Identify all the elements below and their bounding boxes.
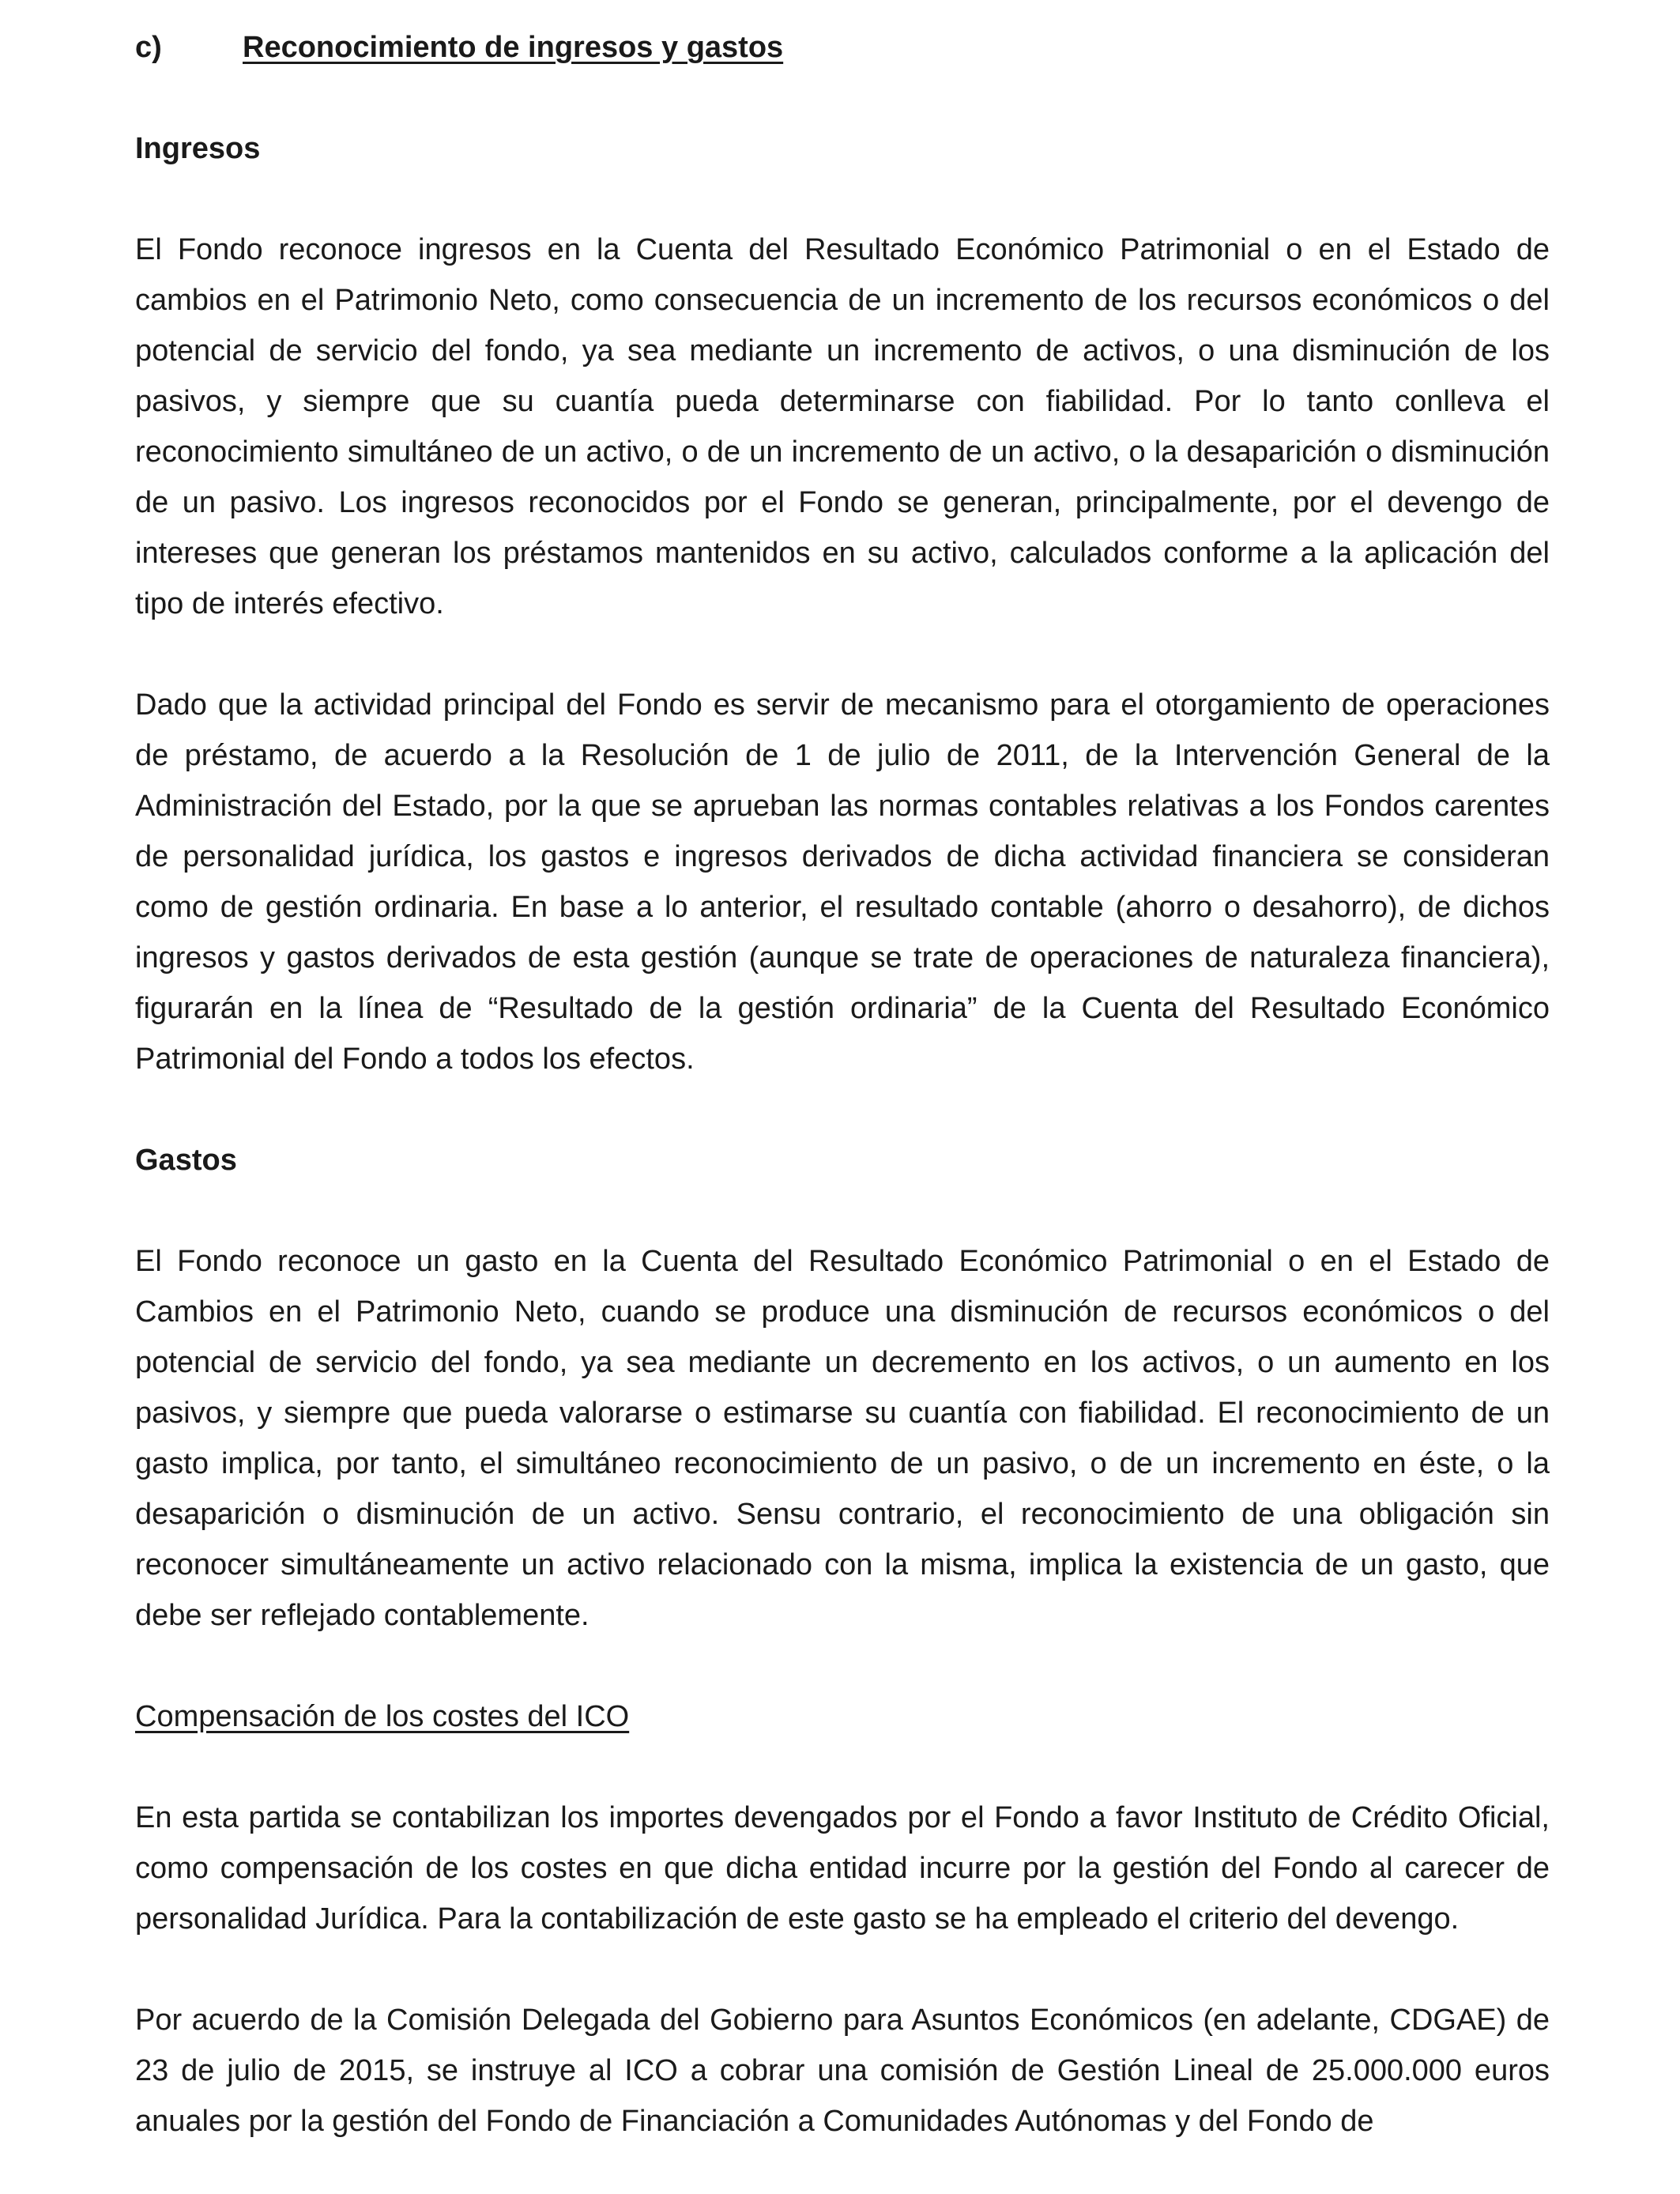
compensacion-paragraph: Por acuerdo de la Comisión Delegada del Gobierno para Asuntos Económicos (en adelante, CDGAE) de 23 de julio de 2015, se instruye al ICO a cobrar una comisión de Gestión Lineal de 25.000.000 euros anuales por la gestión del Fondo de Financiación a Comunidades Autónomas y del Fondo de [135,2004,1550,2138]
section-letter: c) [135,31,162,64]
ingresos-paragraph: Dado que la actividad principal del Fondo es servir de mecanismo para el otorgamiento de operaciones de préstamo, de acuerdo a la Resolución de 1 de julio de 2011, de la Intervención General de la Administración del Estado, por la que se aprueban las normas contables relativas a los Fondos carentes de personalidad jurídica, los gastos e ingresos derivados de dicha actividad financiera se consideran como de gestión ordinaria. En base a lo anterior, el resultado contable (ahorro o desahorro), de dichos ingresos y gastos derivados de esta gestión (aunque se trate de operaciones de naturaleza financiera), figurarán en la línea de “Resultado de la gestión ordinaria” de la Cuenta del Resultado Económico Patrimonial del Fondo a todos los efectos. [135,688,1550,1076]
section-title: Reconocimiento de ingresos y gastos [243,31,784,64]
ingresos-paragraph: El Fondo reconoce ingresos en la Cuenta del Resultado Económico Patrimonial o en el Estado de cambios en el Patrimonio Neto, como consecuencia de un incremento de los recursos económicos o del potencial de servicio del fondo, ya sea mediante un incremento de activos, o una disminución de los pasivos, y siempre que su cuantía pueda determinarse con fiabilidad. Por lo tanto conlleva el reconocimiento simultáneo de un activo, o de un incremento de un activo, o la desaparición o disminución de un pasivo. Los ingresos reconocidos por el Fondo se generan, principalmente, por el devengo de intereses que generan los préstamos mantenidos en su activo, calculados conforme a la aplicación del tipo de interés efectivo. [135,233,1550,620]
gastos-paragraph: El Fondo reconoce un gasto en la Cuenta del Resultado Económico Patrimonial o en el Estado de Cambios en el Patrimonio Neto, cuando se produce una disminución de recursos económicos o del potencial de servicio del fondo, ya sea mediante un decremento en los activos, o un aumento en los pasivos, y siempre que pueda valorarse o estimarse su cuantía con fiabilidad. El reconocimiento de un gasto implica, por tanto, el simultáneo reconocimiento de un pasivo, o de un incremento en éste, o la desaparición o disminución de un activo. Sensu contrario, el reconocimiento de una obligación sin reconocer simultáneamente un activo relacionado con la misma, implica la existencia de un gasto, que debe ser reflejado contablemente. [135,1245,1550,1632]
document-page [135,22,1550,2147]
compensacion-heading: Compensación de los costes del ICO [135,1700,630,1733]
gastos-heading: Gastos [135,1144,237,1177]
section-header [135,22,1550,73]
compensacion-paragraph: En esta partida se contabilizan los importes devengados por el Fondo a favor Instituto de Crédito Oficial, como compensación de los costes en que dicha entidad incurre por la gestión del Fondo al carecer de personalidad Jurídica. Para la contabilización de este gasto se ha empleado el criterio del devengo. [135,1801,1550,1936]
ingresos-heading: Ingresos [135,132,261,165]
